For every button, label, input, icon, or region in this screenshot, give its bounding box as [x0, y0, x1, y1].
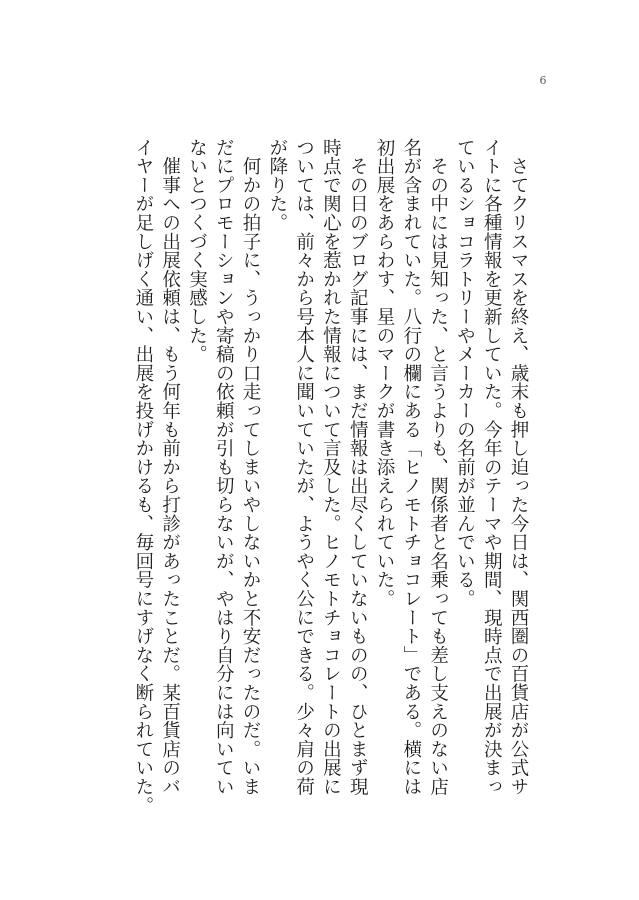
text-line: が降りた。 [266, 138, 288, 232]
text-line: 催事への出展依頼は、もう何年も前から打診があったことだ。某百貨店のバ [159, 138, 181, 796]
text-line: イトに各種情報を更新していた。今年のテーマや期間、現時点で出展が決まっ [481, 138, 503, 796]
text-line: 名が含まれていた。八行の欄にある「ヒノモトチョコレート」である。横には [400, 138, 422, 796]
body-text [129, 138, 531, 815]
text-line: その中には見知った、と言うよりも、関係者と名乗っても差し支えのない店 [427, 138, 449, 796]
text-line: その日のブログ記事には、まだ情報は出尽くしていないものの、ひとまず現 [347, 138, 369, 796]
text-line: 時点で関心を惹かれた情報について言及した。ヒノモトチョコレートの出展に [320, 138, 342, 796]
text-line: ているショコラトリーやメーカーの名前が並んでいる。 [454, 138, 476, 608]
text-line: だにプロモーションや寄稿の依頼が引も切らないが、やはり自分には向いてい [213, 138, 235, 796]
text-line: 何かの拍子に、うっかり口走ってしまいやしないかと不安だったのだ。いま [240, 138, 262, 796]
text-line: 初出展をあらわす、星のマークが書き添えられていた。 [374, 138, 396, 608]
text-line: ないとつくづく実感した。 [186, 138, 208, 364]
text-line: ついては、前々から号本人に聞いていたが、ようやく公にできる。少々肩の荷 [293, 138, 315, 796]
text-line: イヤーが足しげく通い、出展を投げかけるも、毎回号にすげなく断られていた。 [132, 138, 154, 815]
page-number: 6 [539, 74, 547, 87]
text-line: さてクリスマスを終え、歳末も押し迫った今日は、関西圏の百貨店が公式サ [508, 138, 529, 796]
